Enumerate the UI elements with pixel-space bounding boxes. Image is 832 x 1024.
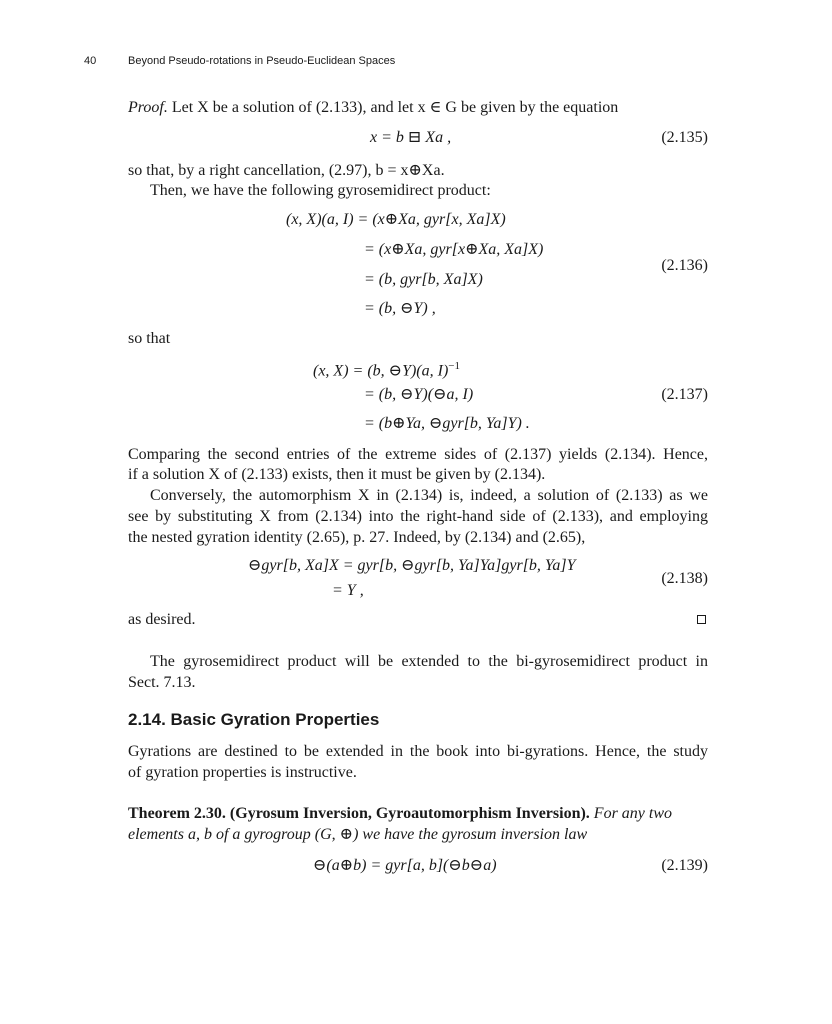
equation-label-2-139: (2.139) (661, 857, 708, 874)
page-number: 40 (84, 55, 97, 67)
equation-2-139: ⊖(a⊕b) = gyr[a, b](⊖b⊖a) (313, 857, 497, 874)
equation-2-136-line-2: = (x⊕Xa, gyr[x⊕Xa, Xa]X) (364, 241, 544, 258)
paragraph-gyrations-line-2: of gyration properties is instructive. (128, 764, 357, 781)
text-so-that: so that (128, 330, 171, 347)
equation-2-137-line-1: (x, X) = (b, ⊖Y)(a, I)$^{-1}$ (313, 360, 460, 380)
section-heading: 2.14. Basic Gyration Properties (128, 710, 380, 729)
equation-2-135: x = b ⊟ Xa , (370, 129, 452, 146)
text-right-cancellation: so that, by a right cancellation, (2.97), b = x⊕Xa. (128, 162, 445, 179)
paragraph-comparing-line-1: Comparing the second entries of the extreme sides of (2.137) yields (2.134). Hence, (128, 446, 708, 463)
paragraph-conversely-line-3: the nested gyration identity (2.65), p. 27. Indeed, by (2.134) and (2.65), (128, 529, 586, 546)
equation-2-136-line-4: = (b, ⊖Y) , (364, 300, 436, 317)
paragraph-extended-line-1: The gyrosemidirect product will be extended to the bi-gyrosemidirect product in (150, 653, 708, 670)
text-then: Then, we have the following gyrosemidirect product: (150, 182, 491, 199)
equation-2-136-line-3: = (b, gyr[b, Xa]X) (364, 271, 483, 288)
proof-label: Proof. (128, 99, 168, 116)
proof-intro (128, 98, 618, 118)
equation-label-2-137: (2.137) (661, 386, 708, 403)
paragraph-extended-line-2: Sect. 7.13. (128, 674, 196, 691)
theorem-text-1: For any two (589, 805, 673, 822)
running-title: Beyond Pseudo-rotations in Pseudo-Euclidean Spaces (128, 55, 396, 67)
paragraph-comparing-line-2: if a solution X of (2.133) exists, then it must be given by (2.134). (128, 466, 546, 483)
text-as-desired: as desired. (128, 611, 196, 628)
qed-square-icon (697, 615, 706, 624)
superscript-minus-one: −1 (448, 360, 460, 372)
paragraph-conversely-line-2: see by substituting X from (2.134) into the right-hand side of (2.133), and employing (128, 508, 708, 525)
theorem-2-30-line-2: elements a, b of a gyrogroup (G, ⊕) we have the gyrosum inversion law (128, 826, 588, 843)
theorem-title: Theorem 2.30. (Gyrosum Inversion, Gyroautomorphism Inversion). (128, 805, 590, 822)
equation-label-2-138: (2.138) (661, 570, 708, 587)
equation-2-138-line-1: ⊖gyr[b, Xa]X = gyr[b, ⊖gyr[b, Ya]Ya]gyr[b, Ya]Y (248, 557, 576, 574)
theorem-2-30-line-1 (128, 804, 672, 824)
equation-label-2-136: (2.136) (661, 257, 708, 274)
proof-intro-text: Let X be a solution of (2.133), and let x ∈ G be given by the equation (167, 99, 619, 116)
equation-label-2-135: (2.135) (661, 129, 708, 146)
paragraph-gyrations-line-1: Gyrations are destined to be extended in the book into bi-gyrations. Hence, the study (128, 743, 708, 760)
equation-2-137-line-2: = (b, ⊖Y)(⊖a, I) (364, 386, 474, 403)
equation-2-138-line-2: = Y , (332, 582, 364, 599)
equation-2-136-line-1: (x, X)(a, I) = (x⊕Xa, gyr[x, Xa]X) (286, 211, 506, 228)
equation-2-137-line-3: = (b⊕Ya, ⊖gyr[b, Ya]Y) . (364, 415, 530, 432)
paragraph-conversely-line-1: Conversely, the automorphism X in (2.134) is, indeed, a solution of (2.133) as we (150, 487, 708, 504)
